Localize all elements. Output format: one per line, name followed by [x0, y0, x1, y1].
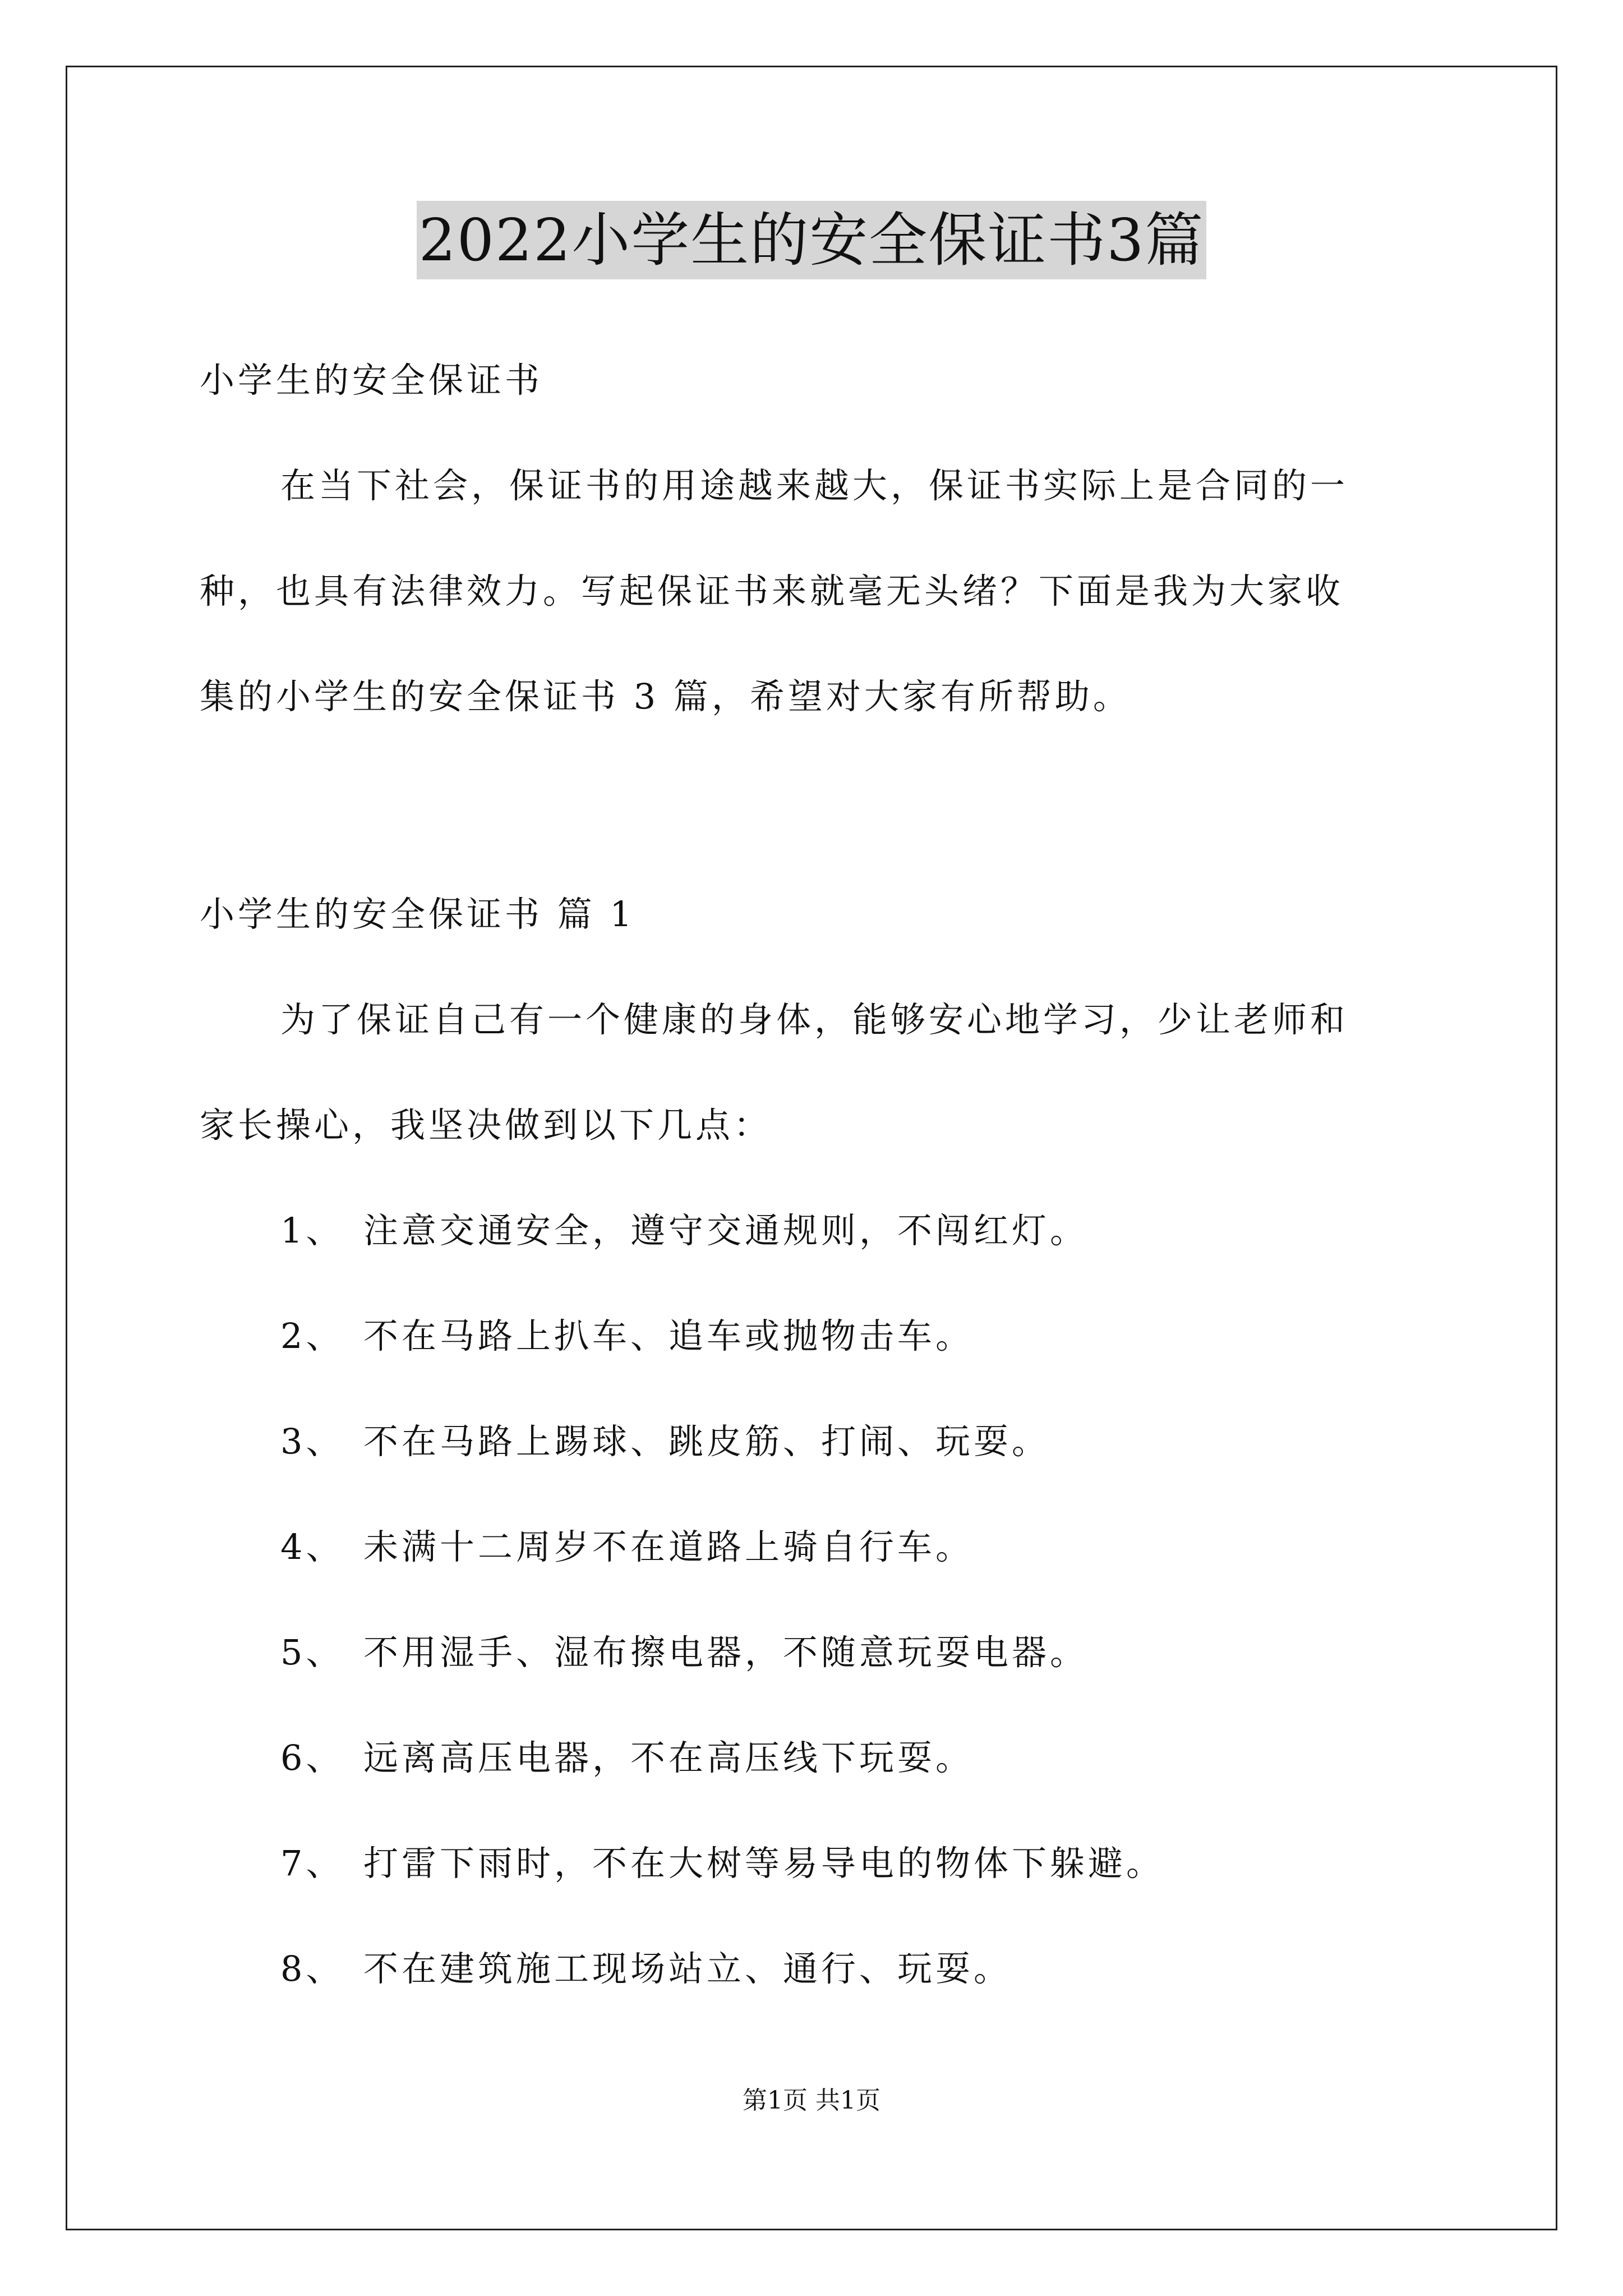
- list-item: [280, 1419, 1050, 1464]
- list-item-text: 不在马路上扒车、追车或抛物击车。: [363, 1315, 974, 1356]
- page-footer: 第1页 共1页: [743, 2086, 880, 2115]
- list-item: [280, 1630, 1088, 1675]
- section-heading: 小学生的安全保证书 篇 1: [200, 894, 635, 935]
- list-item: [280, 1841, 1164, 1886]
- list-item-number: 2、: [280, 1315, 344, 1356]
- list-item-number: 6、: [280, 1737, 344, 1778]
- section-paragraph-line: 家长操心，我坚决做到以下几点：: [200, 1105, 772, 1145]
- list-item: [280, 1314, 974, 1359]
- section-paragraph-line: 为了保证自己有一个健康的身体，能够安心地学习，少让老师和: [280, 999, 1349, 1040]
- list-item-text: 打雷下雨时，不在大树等易导电的物体下躲避。: [363, 1843, 1165, 1884]
- list-item-number: 1、: [280, 1210, 344, 1251]
- list-item-number: 4、: [280, 1526, 344, 1567]
- intro-paragraph-line: 集的小学生的安全保证书 3 篇，希望对大家有所帮助。: [200, 676, 1131, 717]
- list-item: [280, 1947, 1012, 1991]
- list-item-text: 不在建筑施工现场站立、通行、玩耍。: [363, 1948, 1012, 1989]
- list-item-text: 远离高压电器，不在高压线下玩耍。: [363, 1737, 974, 1778]
- list-item: [280, 1525, 974, 1570]
- list-item-text: 不在马路上踢球、跳皮筋、打闹、玩耍。: [363, 1421, 1050, 1462]
- list-item-text: 未满十二周岁不在道路上骑自行车。: [363, 1526, 974, 1567]
- title-container: [0, 201, 1623, 279]
- list-item: [280, 1736, 974, 1780]
- document-title: 2022小学生的安全保证书3篇: [417, 201, 1207, 279]
- list-item-number: 3、: [280, 1421, 344, 1462]
- list-item-text: 注意交通安全，遵守交通规则，不闯红灯。: [363, 1210, 1089, 1251]
- intro-paragraph-line: 在当下社会，保证书的用途越来越大，保证书实际上是合同的一: [280, 465, 1349, 506]
- intro-heading: 小学生的安全保证书: [200, 360, 543, 401]
- list-item-text: 不用湿手、湿布擦电器，不随意玩耍电器。: [363, 1632, 1089, 1673]
- list-item-number: 7、: [280, 1843, 344, 1884]
- list-item-number: 8、: [280, 1948, 344, 1989]
- list-item-number: 5、: [280, 1632, 344, 1673]
- list-item: [280, 1208, 1088, 1253]
- intro-paragraph-line: 种，也具有法律效力。写起保证书来就毫无头绪？下面是我为大家收: [200, 570, 1344, 611]
